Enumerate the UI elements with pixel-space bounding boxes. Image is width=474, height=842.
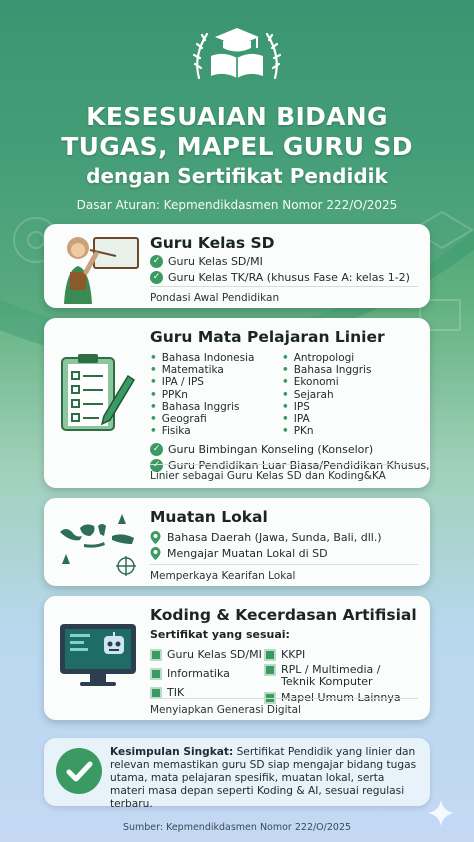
certificate-label-line2: Teknik Komputer [281,675,373,688]
list-item: • PKn [282,425,414,437]
list-item: • Sejarah [282,389,414,401]
checkmark-icon: ✓ [150,443,163,456]
list-item: • PPKn [150,389,282,401]
list-item: • IPS [282,401,414,413]
card-guru-kelas [44,224,430,308]
certificate-label: KKPI [281,648,306,661]
list-item: • Bahasa Inggris [282,364,414,376]
teacher-illustration-icon [56,232,142,304]
certificate-label-line1: RPL / Multimedia / [281,663,381,676]
card-footer: Memperkaya Kearifan Lokal [150,564,418,582]
checkmark-icon [56,748,102,794]
check-item [150,443,420,456]
sparkle-icon [428,800,454,826]
certificate-item [264,664,401,688]
certificate-label: Guru Kelas SD/MI [167,648,262,661]
card-guru-kelas-body [150,234,420,284]
check-item [150,271,420,284]
summary-label: Kesimpulan Singkat: [110,746,234,758]
certificate-columns [150,645,420,704]
computer-ai-icon [56,618,140,690]
certificate-subtitle: Sertifikat yang sesuai: [150,628,290,641]
summary-body: Sertifikat Pendidik yang linier dan relevan memastikan guru SD siap mengajar bidang tugas utama, mata pelajaran spesifik, muatan lokal, serta materi masa depan seperti Koding & AI, sesuai regulasi terbaru. [110,746,417,810]
page-title-line1: KESESUAIAN BIDANG [86,102,388,131]
card-title: Guru Kelas SD [150,234,275,252]
card-koding [44,596,430,720]
list-item: • Antropologi [282,352,414,364]
checkmark-icon: ✓ [150,459,163,472]
page-subtitle: dengan Sertifikat Pendidik [86,164,388,188]
certificate-item [150,648,264,661]
check-item-label: Guru Bimbingan Konseling (Konselor) [168,443,374,457]
card-footer: Linier sebagai Guru Kelas SD dan Koding&KA [150,464,418,482]
chip-icon [150,668,162,680]
card-footer: Menyiapkan Generasi Digital [150,698,418,716]
chip-icon [150,649,162,661]
check-item [150,255,420,268]
card-footer: Pondasi Awal Pendidikan [150,286,418,304]
location-item [150,547,420,560]
certificate-item [264,648,401,661]
certificate-label: Mapel Umum Lainnya [281,691,401,704]
indonesia-map-icon [56,508,140,578]
card-mapel-body [150,328,430,473]
subject-column-2 [282,352,414,437]
graduation-book-logo-icon [189,22,285,88]
checkmark-icon: ✓ [150,255,163,268]
chip-icon [264,649,276,661]
card-muatan-body [150,508,420,560]
header [0,22,474,212]
chip-icon [150,687,162,699]
certificate-item [150,667,264,680]
location-item-label: Mengajar Muatan Lokal di SD [167,547,328,560]
chip-icon [264,664,276,676]
check-item-label: Guru Pendidikan Luar Biasa/Pendidikan Khusus, [168,459,430,473]
card-title: Guru Mata Pelajaran Linier [150,328,385,346]
list-item: • Bahasa Inggris [150,401,282,413]
card-title: Koding & Kecerdasan Artifisial [150,606,417,624]
card-mapel-linier [44,318,430,488]
location-pin-icon [150,547,161,560]
card-koding-body [150,606,420,704]
page-title-line2: TUGAS, MAPEL GURU SD [61,132,413,161]
list-item: • Ekonomi [282,376,414,388]
location-pin-icon [150,531,161,544]
certificate-column-1 [150,645,264,704]
certificate-label [281,664,380,688]
regulation-basis: Dasar Aturan: Kepmendikdasmen Nomor 222/O/2025 [76,198,398,212]
summary-box [44,738,430,810]
list-item: • Geografi [150,413,282,425]
source-note: Sumber: Kepmendikdasmen Nomor 222/O/2025 [122,822,352,833]
list-item: • Fisika [150,425,282,437]
certificate-label: TIK [167,686,185,699]
location-item [150,531,420,544]
card-title: Muatan Lokal [150,508,268,526]
location-item-label: Bahasa Daerah (Jawa, Sunda, Bali, dll.) [167,531,382,544]
subject-column-1 [150,352,282,437]
check-item-label: Guru Kelas SD/MI [168,255,263,268]
list-item: • IPA / IPS [150,376,282,388]
checkmark-icon: ✓ [150,271,163,284]
clipboard-checklist-icon [56,350,136,434]
subject-columns [150,352,420,437]
check-item-label: Guru Kelas TK/RA (khusus Fase A: kelas 1-2) [168,271,410,284]
summary-text [110,746,420,811]
card-muatan-lokal [44,498,430,586]
list-item: • Bahasa Indonesia [150,352,282,364]
certificate-label: Informatika [167,667,230,680]
list-item: • IPA [282,413,414,425]
certificate-column-2 [264,645,401,704]
list-item: • Matematika [150,364,282,376]
